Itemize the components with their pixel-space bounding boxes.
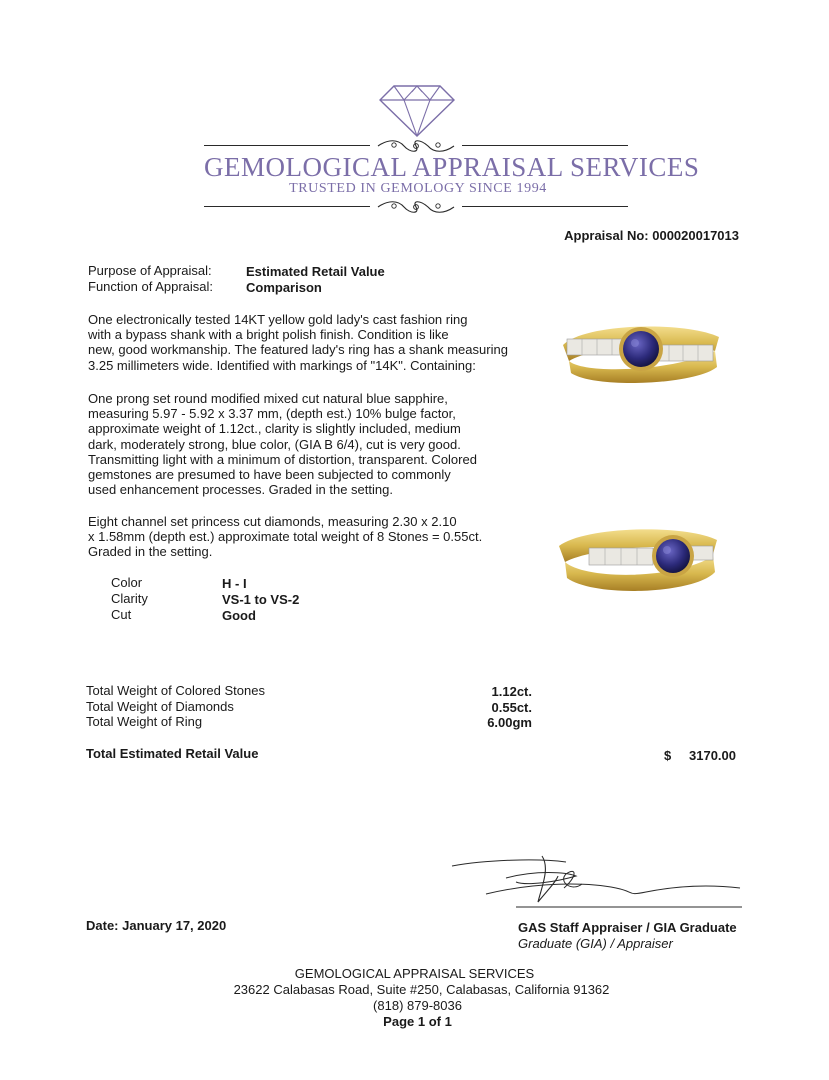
footer-phone: (818) 879-8036 <box>373 998 462 1013</box>
text-line: measuring 5.97 - 5.92 x 3.37 mm, (depth est.) 10% bulge factor, <box>88 406 456 422</box>
text-line: gemstones are presumed to have been subjected to commonly <box>88 467 451 483</box>
totals-label: Total Weight of Ring <box>86 714 203 729</box>
grading-value: VS-1 to VS-2 <box>222 592 300 607</box>
grading-row <box>111 591 361 607</box>
grading-table <box>111 575 361 623</box>
appraiser-subtitle: Graduate (GIA) / Appraiser <box>518 936 673 951</box>
text-line: Graded in the setting. <box>88 544 213 560</box>
grading-label: Clarity <box>111 591 148 606</box>
ring-description <box>88 312 538 373</box>
totals-row <box>86 714 546 730</box>
grading-label: Cut <box>111 607 132 622</box>
text-line: 3.25 millimeters wide. Identified with markings of "14K". Containing: <box>88 357 476 373</box>
retail-value-label: Total Estimated Retail Value <box>86 746 259 761</box>
totals-label: Total Weight of Diamonds <box>86 698 234 714</box>
grading-value: H - I <box>222 576 247 591</box>
logo-top-rule-right <box>462 145 628 146</box>
appraiser-title: GAS Staff Appraiser / GIA Graduate <box>518 920 737 935</box>
grading-row <box>111 607 361 623</box>
totals-value: 0.55ct. <box>491 699 532 715</box>
retail-amount: 3170.00 <box>689 748 736 763</box>
retail-currency: $ <box>664 748 672 763</box>
footer-company: GEMOLOGICAL APPRAISAL SERVICES <box>294 966 535 981</box>
text-line: Transmitting light with a minimum of distortion, transparent. Colored <box>88 451 477 467</box>
grading-row <box>111 575 361 591</box>
company-tagline: TRUSTED IN GEMOLOGY SINCE 1994 <box>289 181 547 196</box>
company-name: GEMOLOGICAL APPRAISAL SERVICES <box>204 152 700 182</box>
logo-top-rule <box>204 145 370 146</box>
text-line: One electronically tested 14KT yellow gold lady's cast fashion ring <box>88 312 468 327</box>
ring-photo-top <box>555 315 725 405</box>
text-line: with a bypass shank with a bright polish finish. Condition is like <box>88 327 449 343</box>
diamond-logo-icon <box>376 80 458 140</box>
purpose-value: Estimated Retail Value <box>246 264 385 279</box>
function-label: Function of Appraisal: <box>88 279 214 294</box>
footer-page-number: Page 1 of 1 <box>383 1014 452 1029</box>
appraiser-signature <box>446 852 746 914</box>
grading-value: Good <box>222 608 256 623</box>
sapphire-description <box>88 391 538 497</box>
text-line: used enhancement processes. Graded in the setting. <box>88 482 393 498</box>
totals-value: 6.00gm <box>487 715 532 730</box>
totals-table <box>86 683 546 730</box>
text-line: approximate weight of 1.12ct., clarity is slightly included, medium <box>88 421 461 437</box>
footer-address: 23622 Calabasas Road, Suite #250, Calabasas, California 91362 <box>233 982 610 997</box>
text-line: dark, moderately strong, blue color, (GIA B 6/4), cut is very good. <box>88 436 461 452</box>
function-value: Comparison <box>246 280 322 295</box>
text-line: Eight channel set princess cut diamonds, measuring 2.30 x 2.10 <box>88 514 457 529</box>
diamond-description <box>88 514 538 560</box>
logo-bottom-rule-right <box>462 206 628 207</box>
bottom-flourish-icon <box>374 198 458 216</box>
logo-bottom-rule <box>204 206 370 207</box>
ring-photo-bottom <box>555 520 725 605</box>
text-line: new, good workmanship. The featured lady's ring has a shank measuring <box>88 342 508 358</box>
footer <box>0 966 829 1030</box>
appraisal-date: Date: January 17, 2020 <box>86 918 227 933</box>
text-line: One prong set round modified mixed cut natural blue sapphire, <box>88 391 448 406</box>
logo <box>200 80 700 225</box>
totals-row <box>86 699 546 715</box>
text-line: x 1.58mm (depth est.) approximate total weight of 8 Stones = 0.55ct. <box>88 529 483 545</box>
totals-label: Total Weight of Colored Stones <box>86 683 265 698</box>
purpose-label: Purpose of Appraisal: <box>88 263 212 278</box>
totals-value: 1.12ct. <box>491 684 532 699</box>
totals-row <box>86 683 546 699</box>
appraisal-number: Appraisal No: 000020017013 <box>564 228 739 243</box>
grading-label: Color <box>111 575 143 590</box>
